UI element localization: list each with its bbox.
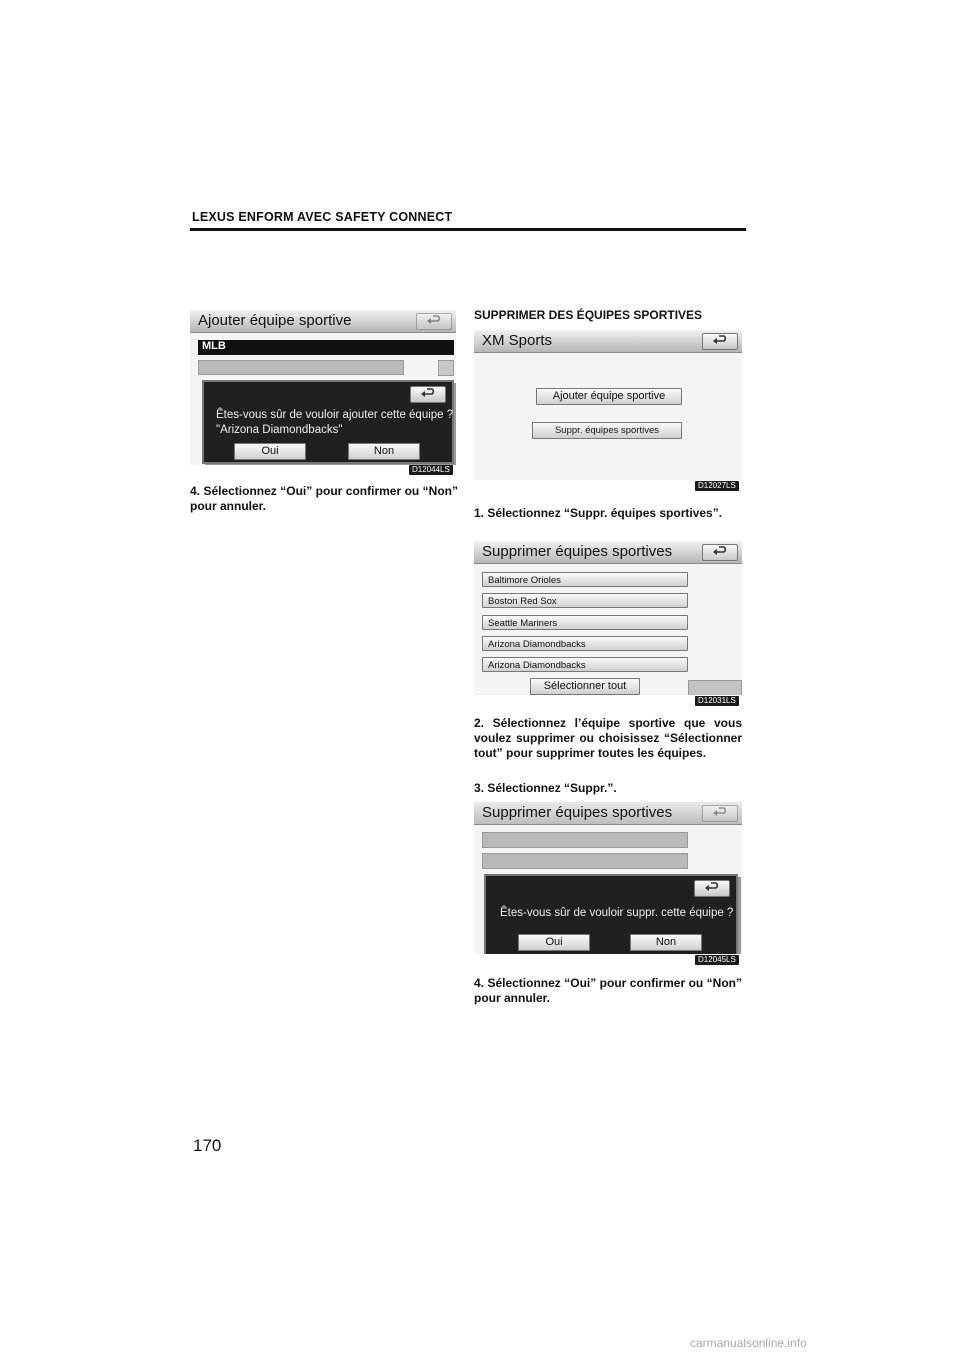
dialog-team-name: "Arizona Diamondbacks" xyxy=(216,424,343,436)
add-team-button[interactable]: Ajouter équipe sportive xyxy=(536,388,682,405)
screenshot-xm-sports xyxy=(474,330,742,480)
return-arrow-icon xyxy=(712,335,728,347)
no-button[interactable]: Non xyxy=(630,934,702,951)
team-list-item-disabled xyxy=(482,853,688,869)
yes-button[interactable]: Oui xyxy=(234,443,306,460)
back-button[interactable] xyxy=(702,333,738,350)
header-rule xyxy=(190,228,746,231)
step-1-select-delete: 1. Sélectionnez “Suppr. équipes sportives”. xyxy=(474,506,723,520)
section-heading: SUPPRIMER DES ÉQUIPES SPORTIVES xyxy=(474,308,703,322)
back-button[interactable] xyxy=(702,805,738,822)
return-arrow-icon xyxy=(426,315,442,327)
team-list-item[interactable]: Seattle Mariners xyxy=(482,615,688,630)
figure-code: D12027LS xyxy=(695,481,739,491)
category-tab-mlb: MLB xyxy=(198,340,454,355)
screenshot-delete-teams xyxy=(474,541,742,695)
delete-teams-button[interactable]: Suppr. équipes sportives xyxy=(532,422,682,439)
team-list-item[interactable]: Baltimore Orioles xyxy=(482,572,688,587)
return-arrow-icon xyxy=(712,807,728,819)
dialog-message: Êtes-vous sûr de vouloir suppr. cette équipe ? xyxy=(500,907,734,919)
select-all-button[interactable]: Sélectionner tout xyxy=(530,678,640,695)
team-list-item-disabled xyxy=(198,360,404,375)
return-arrow-icon xyxy=(420,388,436,400)
screen-title: XM Sports xyxy=(482,332,553,349)
screen-titlebar xyxy=(474,330,742,353)
screen-titlebar xyxy=(474,802,742,825)
back-button[interactable] xyxy=(416,313,452,330)
step-4-confirm-add: 4. Sélectionnez “Oui” pour confirmer ou “Non” pour annuler. xyxy=(190,484,458,513)
no-button[interactable]: Non xyxy=(348,443,420,460)
header-title: LEXUS ENFORM AVEC SAFETY CONNECT xyxy=(192,210,453,224)
figure-code: D12031LS xyxy=(695,696,739,706)
step-3-select-delete: 3. Sélectionnez “Suppr.”. xyxy=(474,781,617,795)
confirm-dialog xyxy=(202,380,454,464)
screen-title: Supprimer équipes sportives xyxy=(482,804,673,821)
dialog-back-button[interactable] xyxy=(694,880,730,897)
return-arrow-icon xyxy=(712,546,728,558)
watermark: carmanualsonline.info xyxy=(690,1336,807,1350)
screen-titlebar xyxy=(190,310,456,333)
screenshot-add-team-confirm xyxy=(190,310,456,465)
screen-title: Supprimer équipes sportives xyxy=(482,543,673,560)
dialog-back-button[interactable] xyxy=(410,386,446,403)
team-list-item[interactable]: Boston Red Sox xyxy=(482,593,688,608)
figure-code: D12045LS xyxy=(695,955,739,965)
scroll-handle xyxy=(438,360,454,376)
confirm-dialog xyxy=(484,874,738,954)
step-2-select-team: 2. Sélectionnez l’équipe sportive que vous voulez supprimer ou choisissez “Sélectionner tout” pour supprimer toutes les équipes. xyxy=(474,716,742,760)
screen-title: Ajouter équipe sportive xyxy=(198,312,352,329)
team-list-item[interactable]: Arizona Diamondbacks xyxy=(482,657,688,672)
figure-code: D12044LS xyxy=(409,465,453,475)
page-number: 170 xyxy=(193,1136,222,1155)
back-button[interactable] xyxy=(702,544,738,561)
delete-button-disabled[interactable] xyxy=(688,680,742,695)
step-4-confirm-delete: 4. Sélectionnez “Oui” pour confirmer ou “Non” pour annuler. xyxy=(474,976,742,1005)
yes-button[interactable]: Oui xyxy=(518,934,590,951)
screen-titlebar xyxy=(474,541,742,564)
screenshot-delete-confirm xyxy=(474,802,742,954)
dialog-message: Êtes-vous sûr de vouloir ajouter cette équipe ? xyxy=(216,409,454,421)
return-arrow-icon xyxy=(704,882,720,894)
team-list-item[interactable]: Arizona Diamondbacks xyxy=(482,636,688,651)
team-list-item-disabled xyxy=(482,832,688,848)
